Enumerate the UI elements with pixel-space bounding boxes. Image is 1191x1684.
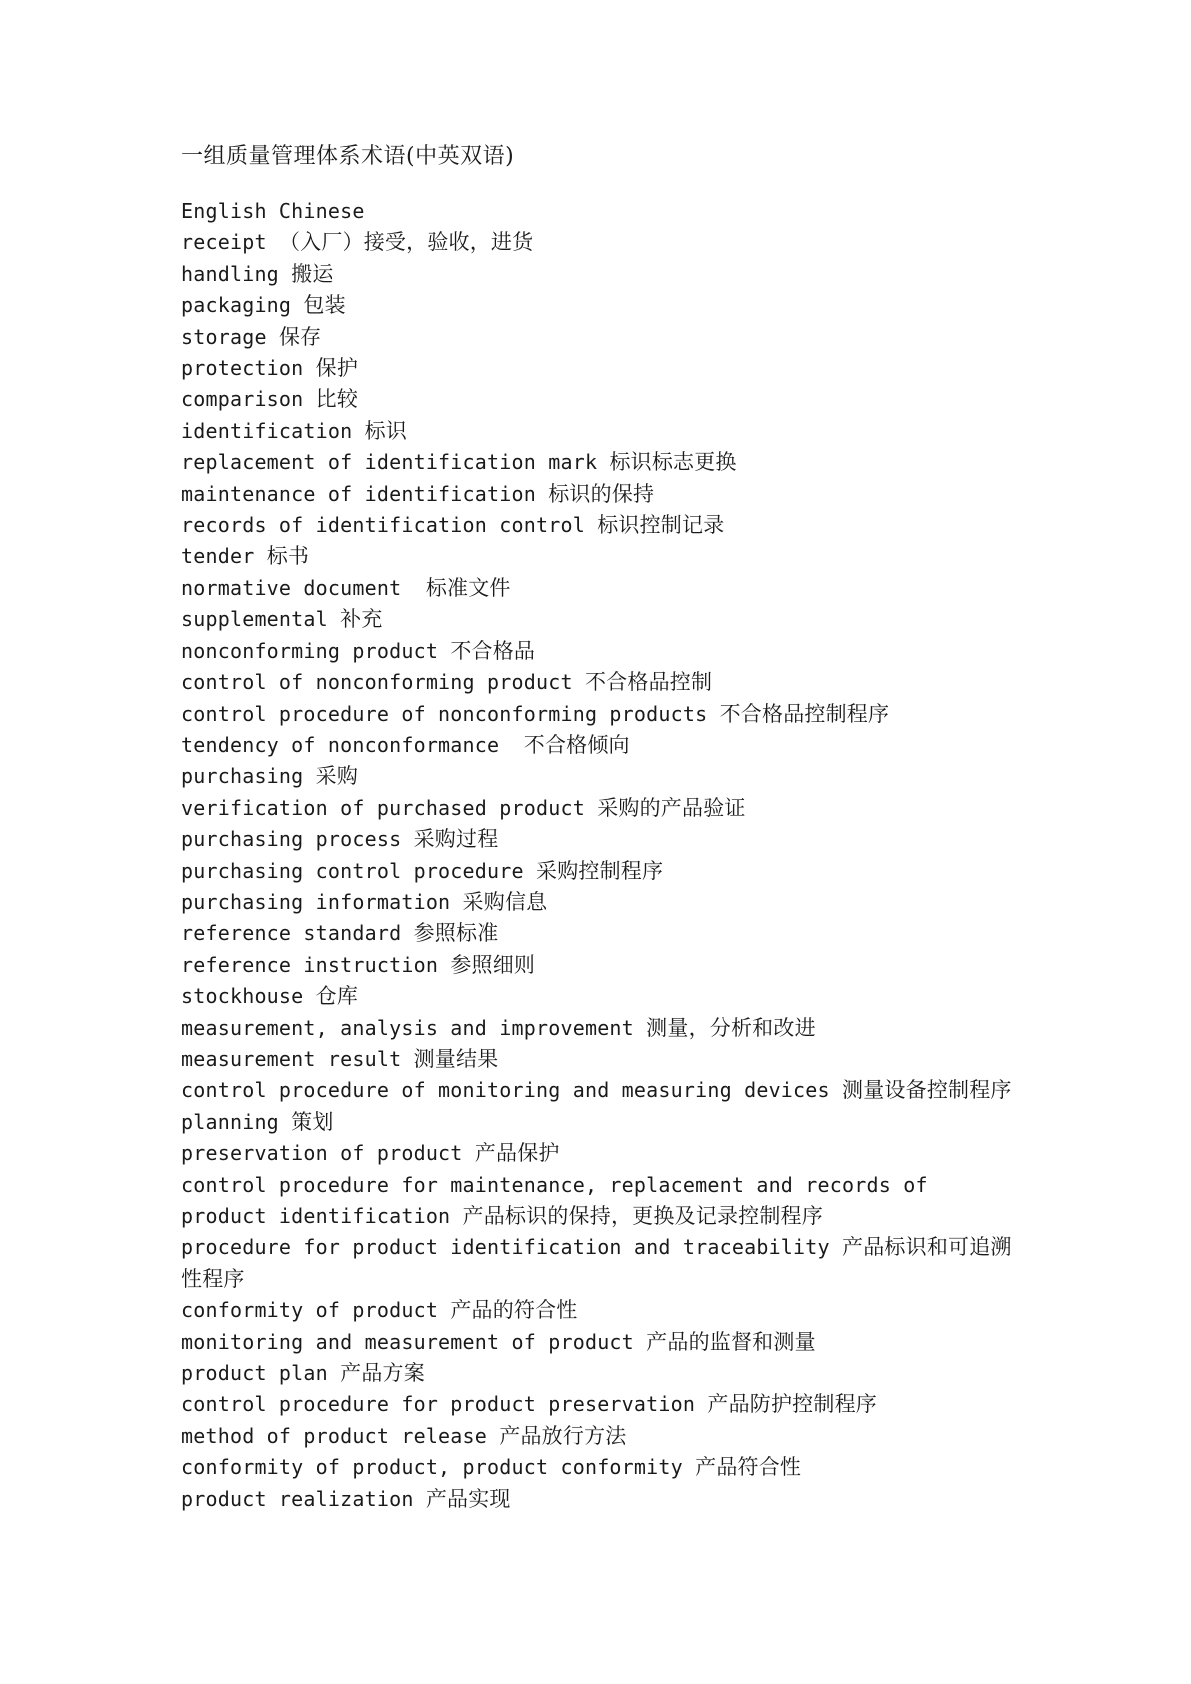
term-row [181,384,1021,415]
term-row [181,1013,1021,1044]
term-english: records of identification control [181,513,598,538]
term-row [181,1232,1021,1295]
term-english: handling [181,261,292,286]
term-row [181,730,1021,761]
term-chinese: 产品符合性 [695,1455,802,1480]
term-chinese: 不合格品 [450,638,536,663]
term-english: identification [181,418,365,443]
term-row [181,322,1021,353]
term-row [181,573,1021,604]
term-english: receipt [181,230,279,255]
term-chinese: 不合格品控制 [584,670,713,695]
term-english: control of nonconforming product [181,670,585,695]
term-row [181,1044,1021,1075]
term-row [181,447,1021,478]
term-row [181,479,1021,510]
term-english: control procedure of nonconforming products [181,701,720,726]
term-row [181,290,1021,321]
term-chinese: 测量结果 [413,1046,499,1071]
term-chinese: （入厂）接受，验收，进货 [278,230,534,255]
term-chinese: 产品的符合性 [450,1298,578,1323]
term-row [181,1358,1021,1389]
term-chinese: 测量设备控制程序 [842,1078,1012,1103]
term-english: purchasing information [181,889,463,914]
term-chinese: 包装 [303,293,346,318]
term-chinese: 采购控制程序 [536,858,664,883]
term-row [181,1389,1021,1420]
term-row [181,887,1021,918]
term-english: tender [181,544,267,569]
term-chinese: 标识的保持 [548,481,655,506]
term-row [181,1421,1021,1452]
term-english: supplemental [181,607,341,632]
term-chinese: 搬运 [291,261,334,286]
term-english: tendency of nonconformance [181,732,524,757]
term-row [181,1170,1021,1233]
term-row [181,259,1021,290]
term-english: reference standard [181,921,414,946]
term-english: conformity of product [181,1298,451,1323]
term-chinese: 产品实现 [425,1486,511,1511]
term-english: verification of purchased product [181,795,598,820]
term-english: packaging [181,293,304,318]
term-english: maintenance of identification [181,481,549,506]
term-chinese: 标准文件 [425,575,511,600]
term-row [181,1452,1021,1483]
term-list [181,227,1021,1515]
term-english: procedure for product identification and traceability [181,1235,843,1260]
term-chinese: 仓库 [315,984,359,1009]
term-chinese: 不合格品控制程序 [719,701,890,726]
term-row [181,761,1021,792]
term-chinese: 补充 [340,607,383,632]
term-chinese: 保存 [278,324,322,349]
term-row [181,1484,1021,1515]
term-english: purchasing process [181,827,414,852]
term-english: conformity of product, product conformity [181,1455,696,1480]
term-row [181,1295,1021,1326]
term-chinese: 采购信息 [462,889,548,914]
term-row [181,950,1021,981]
term-chinese: 标识 [364,418,408,443]
term-english: control procedure for product preservation [181,1392,708,1417]
term-english: measurement result [181,1046,414,1071]
term-row [181,824,1021,855]
term-english: reference instruction [181,952,451,977]
term-english: control procedure for maintenance, replacement and records of product identification [181,1172,940,1228]
term-chinese: 采购过程 [413,827,499,852]
term-english: stockhouse [181,984,316,1009]
document-title: 一组质量管理体系术语(中英双语) [181,144,515,169]
term-english: replacement of identification mark [181,450,610,475]
term-english: storage [181,324,279,349]
term-row [181,918,1021,949]
term-english: control procedure of monitoring and measuring devices [181,1078,843,1103]
term-english: planning [181,1109,292,1134]
term-english: protection [181,356,316,381]
term-row [181,636,1021,667]
term-row [181,1138,1021,1169]
term-row [181,541,1021,572]
document-page [181,140,1021,1515]
term-chinese: 标书 [266,544,310,569]
term-english: nonconforming product [181,638,451,663]
term-chinese: 产品标识和可追溯性程序 [181,1235,1012,1291]
term-english: product realization [181,1486,426,1511]
term-row [181,699,1021,730]
term-row [181,1107,1021,1138]
term-chinese: 不合格倾向 [523,732,630,757]
term-english: method of product release [181,1423,500,1448]
term-chinese: 产品放行方法 [499,1423,627,1448]
term-chinese: 参照标准 [413,921,499,946]
term-chinese: 产品的监督和测量 [646,1329,816,1354]
term-row [181,793,1021,824]
term-english: purchasing control procedure [181,858,536,883]
term-english: measurement, analysis and improvement [181,1015,647,1040]
term-chinese: 测量，分析和改进 [646,1015,816,1040]
term-chinese: 采购 [315,764,359,789]
term-row [181,1075,1021,1106]
term-english: comparison [181,387,316,412]
term-chinese: 产品防护控制程序 [707,1392,877,1417]
term-row [181,981,1021,1012]
term-chinese: 策划 [291,1109,334,1134]
term-row [181,604,1021,635]
term-row [181,1327,1021,1358]
term-english: monitoring and measurement of product [181,1329,647,1354]
term-chinese: 标识控制记录 [597,513,725,538]
term-english: product plan [181,1361,341,1386]
term-chinese: 采购的产品验证 [597,795,746,820]
term-row [181,856,1021,887]
column-header-row: English Chinese [181,199,365,223]
term-chinese: 保护 [315,356,359,381]
term-row [181,510,1021,541]
term-chinese: 产品标识的保持，更换及记录控制程序 [462,1204,823,1228]
term-chinese: 产品保护 [474,1141,560,1166]
term-chinese: 参照细则 [450,952,536,977]
term-chinese: 产品方案 [340,1361,425,1386]
term-row [181,353,1021,384]
term-english: normative document [181,575,426,600]
term-chinese: 标识标志更换 [609,450,737,475]
term-row [181,227,1021,258]
term-row [181,667,1021,698]
term-chinese: 比较 [315,387,359,412]
term-row [181,416,1021,447]
term-english: preservation of product [181,1141,475,1166]
term-english: purchasing [181,764,316,789]
